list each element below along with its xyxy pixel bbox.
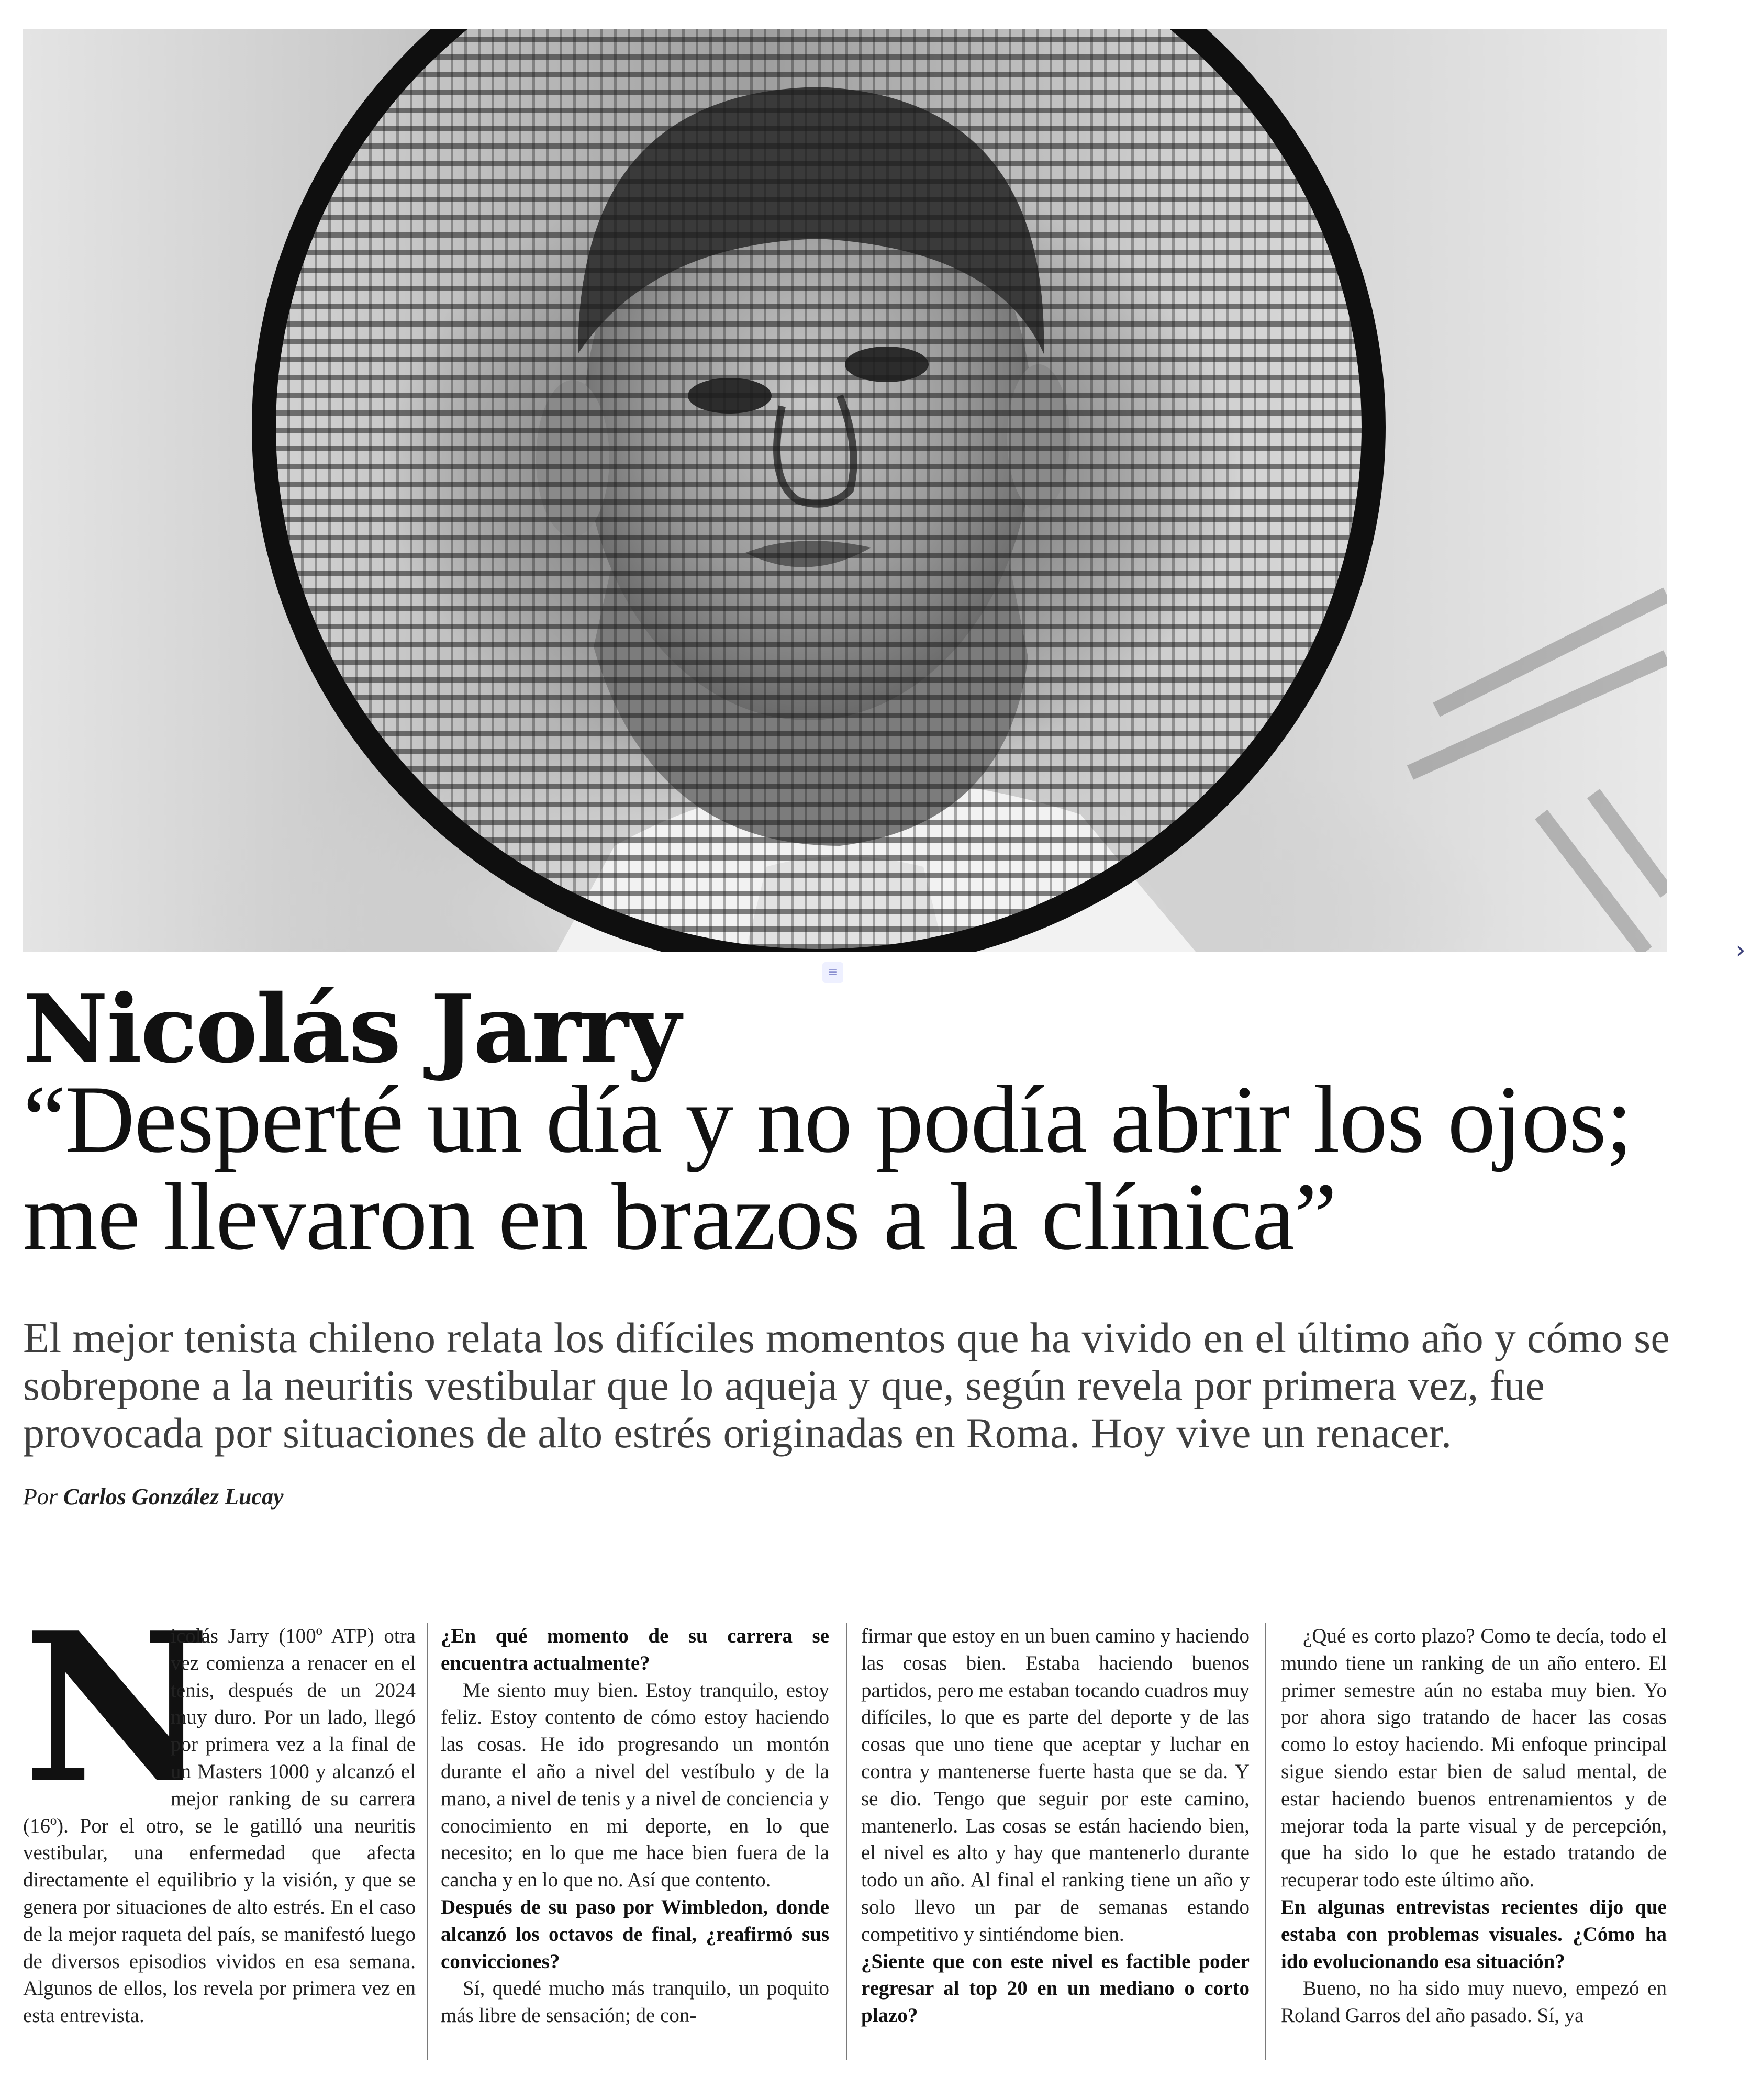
article-quote: “Desperté un día y no podía abrir los ojos; me llevaron en brazos a la clínica” xyxy=(23,1066,1633,1270)
drop-cap: N xyxy=(23,1588,206,1829)
interview-answer: Bueno, no ha sido muy nuevo, empezó en Roland Garros del año pasado. Sí, ya xyxy=(1281,1977,1667,2027)
hero-photo xyxy=(23,29,1667,952)
interview-question: ¿En qué momento de su carrera se encuentra actualmente? xyxy=(441,1625,829,1674)
hero-photo-illustration xyxy=(23,29,1667,952)
body-column-3 xyxy=(861,1623,1250,2068)
column-divider xyxy=(427,1623,428,2060)
interview-answer: Me siento muy bien. Estoy tranquilo, estoy feliz. Estoy contento de cómo estoy haciendo las cosas. He ido progresando un montón durante el año a nivel del vestíbulo y de la mano, a nivel de tenis y a nivel de conciencia y conocimiento en mi deporte, en lo que necesito; en lo que me hace bien fuera de la cancha y en lo que no. Así que contento. xyxy=(441,1679,829,1892)
body-column-4 xyxy=(1281,1623,1667,2068)
interview-question: En algunas entrevistas recientes dijo que estaba con problemas visuales. ¿Cómo ha ido evolucionando esa situación? xyxy=(1281,1895,1667,1973)
body-column-2 xyxy=(441,1623,829,2068)
interview-answer: ¿Qué es corto plazo? Como te decía, todo el mundo tiene un ranking de un año entero. El primer semestre aún no estaba muy bien. Yo por ahora sigo tratando de hacer las cosas como lo estoy haciendo. Mi enfoque principal sigue siendo estar bien de salud mental, de estar haciendo buenos entrenamientos y de mejorar toda la parte visual y de percepción, que ha sido lo que he estado tratando de recuperar todo este último año. xyxy=(1281,1625,1667,1892)
body-paragraph: icolás Jarry (100º ATP) otra vez comienza a renacer en el tenis, después de un 2024 muy duro. Por un lado, llegó por primera vez a la final de un Masters 1000 y alcanzó el mejor ranking de su carrera (16º). Por el otro, se le gatilló una neuritis vestibular, una enfermedad que afecta directamente el equilibrio y la visión, y que se genera por situaciones de alto estrés. En el caso de la mejor raqueta del país, se manifestó luego de diversos episodios vividos en esa semana. Algunos de ellos, los revela por primera vez en esta entrevista. xyxy=(23,1625,416,2027)
byline-prefix: Por xyxy=(23,1484,58,1510)
column-divider xyxy=(846,1623,847,2060)
article-name: Nicolás Jarry xyxy=(23,974,680,1083)
interview-answer: firmar que estoy en un buen camino y haciendo las cosas bien. Estaba haciendo buenos partidos, pero me estaban tocando cuadros muy difíciles, lo que es parte del deporte y de las cosas que uno tiene que aceptar y luchar en contra y mantenerse fuerte hasta que se da. Y se dio. Tengo que seguir por este camino, mantenerlo. Las cosas se están haciendo bien, el nivel es alto y hay que mantenerlo durante todo un año. Al final el ranking tiene un año y solo llevo un par de semanas estando competitivo y sintiéndome bien. xyxy=(861,1625,1250,1946)
note-icon[interactable]: ≡ xyxy=(822,962,843,983)
chevron-right-icon[interactable]: › xyxy=(1735,935,1746,965)
interview-answer: Sí, quedé mucho más tranquilo, un poquito más libre de sensación; de con- xyxy=(441,1977,829,2027)
interview-question: Después de su paso por Wimbledon, donde alcanzó los octavos de final, ¿reafirmó sus convicciones? xyxy=(441,1895,829,1973)
body-column-1 xyxy=(23,1588,416,2068)
article-dek: El mejor tenista chileno relata los difíciles momentos que ha vivido en el último año y cómo se sobrepone a la neuritis vestibular que lo aqueja y que, según revela por primera vez, fue provocada por situaciones de alto estrés originadas en Roma. Hoy vive un renacer. xyxy=(23,1314,1670,1457)
byline-author: Carlos González Lucay xyxy=(63,1484,284,1510)
interview-question: ¿Siente que con este nivel es factible poder regresar al top 20 en un mediano o corto plazo? xyxy=(861,1950,1250,2027)
byline xyxy=(23,1481,1070,1513)
column-divider xyxy=(1265,1623,1266,2060)
